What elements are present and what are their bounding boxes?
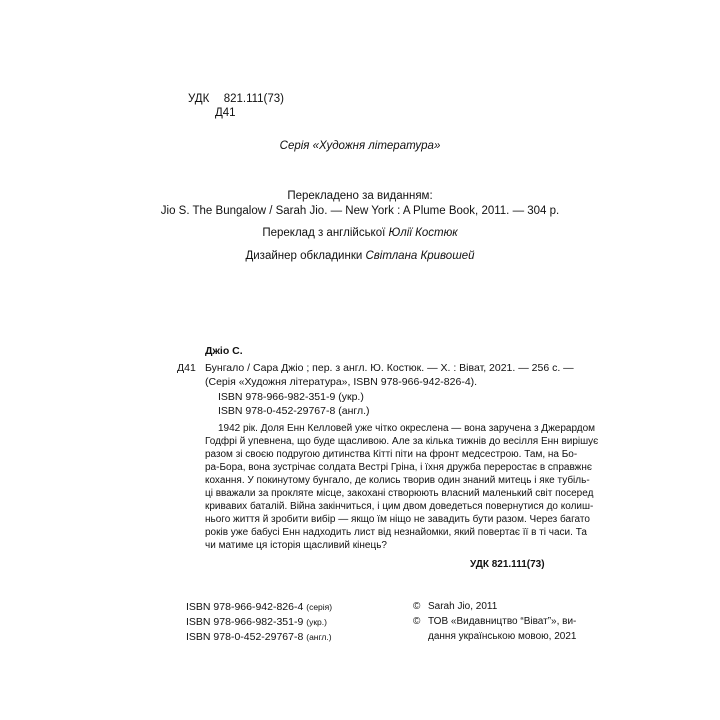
catalog-line1: Бунгало / Сара Джіо ; пер. з англ. Ю. Костюк. — Х. : Віват, 2021. — 256 с. — (205, 362, 574, 374)
isbn-eng (186, 631, 332, 643)
annotation-line-5: кохання. У покинутому бунгало, де колись творив один знаний митець і яке тубіль- (205, 475, 590, 486)
annotation-line-6: ці вважали за прокляте місце, закохані створюють власний маленький світ посеред (205, 488, 594, 499)
catalog-isbn-eng: ISBN 978-0-452-29767-8 (англ.) (218, 405, 370, 417)
translator-prefix: Переклад з англійської (262, 227, 386, 239)
isbn-ukr (186, 616, 327, 628)
series-line (0, 140, 720, 152)
udk-author-sign: Д41 (215, 107, 236, 119)
annotation-line-10: чи матиме ця історія щасливий кінець? (205, 540, 387, 551)
copyright-line-1: Sarah Jio, 2011 (428, 601, 498, 612)
copyright-line-2: ТОВ «Видавництво “Віват”», ви- (428, 616, 577, 627)
isbn-ukr-number: ISBN 978-966-982-351-9 (186, 616, 304, 628)
designer-name: Світлана Кривошей (365, 250, 475, 262)
copyright-symbol-2: © (413, 616, 421, 627)
annotation-line-4: ра-Бора, вона зустрічає солдата Вестрі Гріна, і їхня дружба переростає в справжнє (205, 462, 592, 473)
annotation-line-2: Годфрі й упевнена, що буде щасливою. Але за кілька тижнів до весілля Енн вирішує (205, 436, 599, 447)
series-name: «Художня література» (312, 140, 441, 152)
annotation-udk: УДК 821.111(73) (470, 559, 545, 570)
isbn-series (186, 601, 332, 613)
annotation-line-9: років уже бабусі Енн надходить лист від незнайомки, який повертає її в ті часи. Та (205, 527, 587, 538)
isbn-eng-number: ISBN 978-0-452-29767-8 (186, 631, 304, 643)
catalog-line2: (Серія «Художня література», ISBN 978-966-942-826-4). (205, 376, 478, 388)
series-prefix: Серія (279, 140, 310, 152)
designer-prefix: Дизайнер обкладинки (245, 250, 363, 262)
copyright-symbol-1: © (413, 601, 421, 612)
isbn-ukr-note: (укр.) (306, 617, 327, 627)
catalog-author: Джіо С. (205, 345, 243, 357)
catalog-sign: Д41 (177, 362, 196, 374)
annotation-line-7: кривавих баталій. Війна закінчиться, і цим двом доведеться повернутися до колиш- (205, 501, 594, 512)
translator-name: Юлії Костюк (388, 227, 458, 239)
catalog-isbn-ukr: ISBN 978-966-982-351-9 (укр.) (218, 391, 364, 403)
translator-line (0, 227, 720, 239)
udk-header (188, 93, 284, 105)
udk-label: УДК (188, 93, 210, 105)
isbn-eng-note: (англ.) (306, 632, 332, 642)
annotation-line-3: разом зі своєю подругою дитинства Кітті піти на фронт медсестрою. Там, на Бо- (205, 449, 578, 460)
copyright-line-3: дання українською мовою, 2021 (428, 631, 577, 642)
isbn-series-note: (серія) (306, 602, 333, 612)
udk-code: 821.111(73) (223, 93, 285, 105)
translated-from-label: Перекладено за виданням: (287, 190, 433, 202)
translated-from-source: Jio S. The Bungalow / Sarah Jio. — New York : A Plume Book, 2011. — 304 p. (160, 205, 560, 217)
designer-line (0, 250, 720, 262)
isbn-series-number: ISBN 978-966-942-826-4 (186, 601, 304, 613)
annotation-line-1: 1942 рік. Доля Енн Келловей уже чітко окреслена — вона заручена з Джерардом (218, 423, 596, 434)
annotation-line-8: нього життя й зробити вибір — якщо їм ніщо не завадить бути разом. Через багато (205, 514, 590, 525)
